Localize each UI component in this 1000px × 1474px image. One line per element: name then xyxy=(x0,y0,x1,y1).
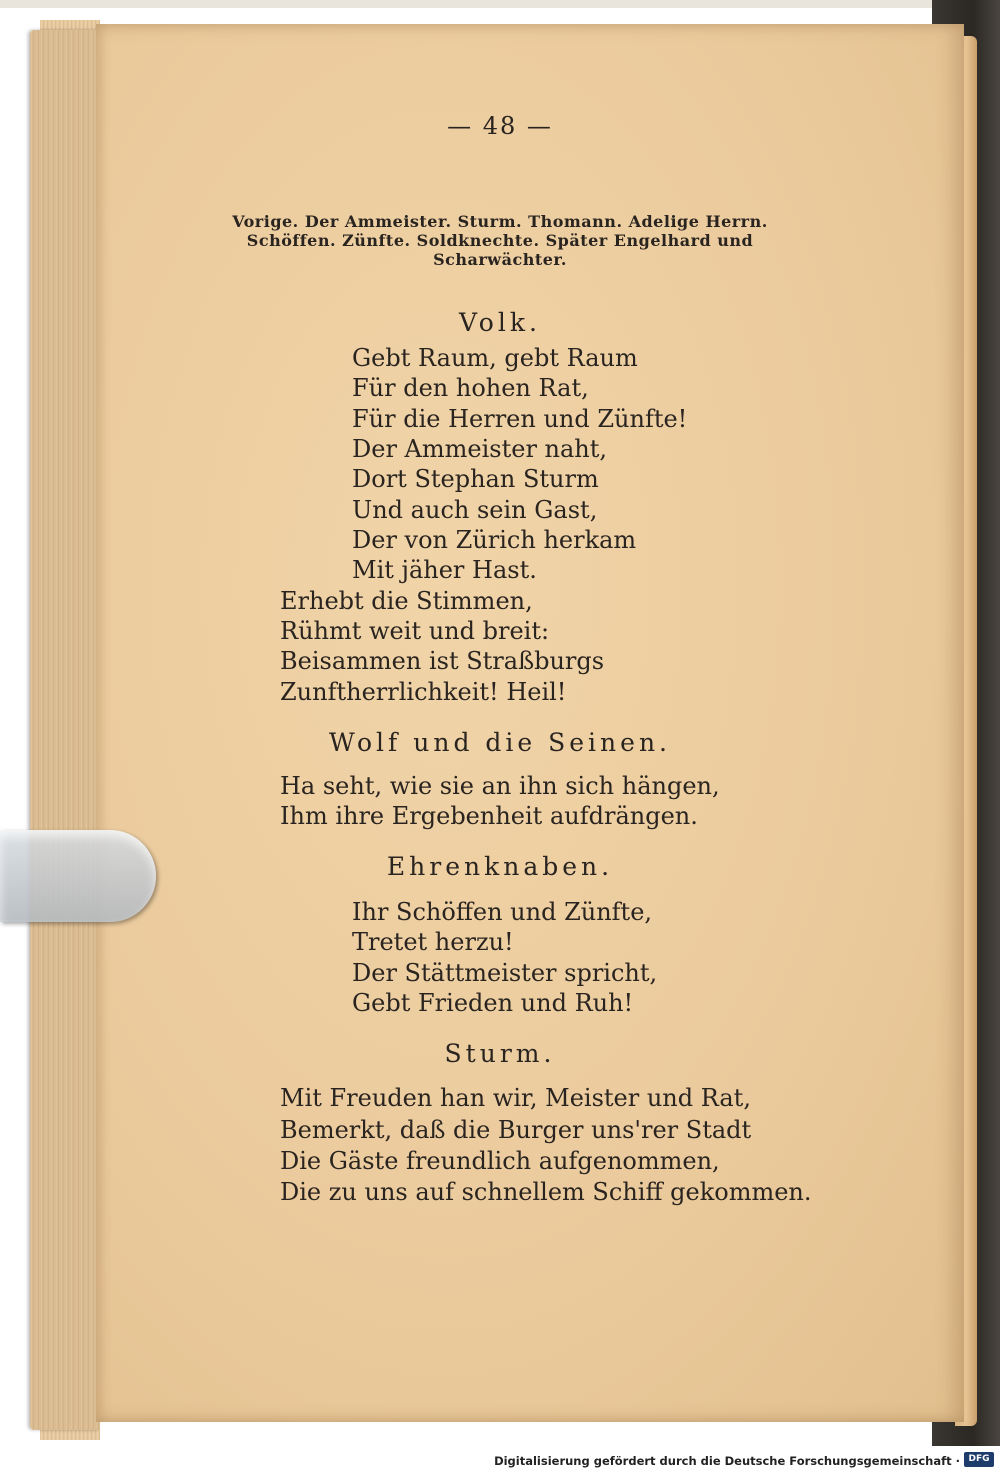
page-holder-clip xyxy=(0,830,156,922)
ehrenknaben-line: Ihr Schöffen und Zünfte, xyxy=(352,898,653,926)
volk-line: Mit jäher Hast. xyxy=(352,556,537,584)
volk-line: Für den hohen Rat, xyxy=(352,374,589,402)
volk-line: Zunftherrlichkeit! Heil! xyxy=(280,678,567,706)
volk-line: Der von Zürich herkam xyxy=(352,526,637,554)
footer-bar xyxy=(0,1446,1000,1474)
stage-direction-line-2: Schöffen. Zünfte. Soldknechte. Später Engelhard und xyxy=(246,231,754,250)
speaker-sturm: Sturm. xyxy=(444,1039,556,1068)
wolf-line: Ha seht, wie sie an ihn sich hängen, xyxy=(280,772,720,800)
wolf-line: Ihm ihre Ergebenheit aufdrängen. xyxy=(280,802,698,830)
speaker-volk: Volk. xyxy=(459,308,541,337)
stage-direction-line-3: Scharwächter. xyxy=(433,250,567,269)
sturm-line: Mit Freuden han wir, Meister und Rat, xyxy=(280,1084,751,1112)
volk-line: Dort Stephan Sturm xyxy=(352,465,599,493)
volk-line: Für die Herren und Zünfte! xyxy=(352,405,688,433)
speaker-wolf: Wolf und die Seinen. xyxy=(329,728,671,757)
ehrenknaben-line: Der Stättmeister spricht, xyxy=(352,959,658,987)
sturm-line: Die Gäste freundlich aufgenommen, xyxy=(280,1147,720,1175)
funding-notice: Digitalisierung gefördert durch die Deutsche Forschungsgemeinschaft · xyxy=(494,1454,960,1468)
scanner-top-edge xyxy=(0,0,1000,8)
volk-line: Beisammen ist Straßburgs xyxy=(280,647,605,675)
volk-line: Rühmt weit und breit: xyxy=(280,617,550,645)
volk-line: Erhebt die Stimmen, xyxy=(280,587,533,615)
volk-line: Und auch sein Gast, xyxy=(352,496,598,524)
sturm-line: Bemerkt, daß die Burger uns'rer Stadt xyxy=(280,1116,752,1144)
page-number: — 48 — xyxy=(447,112,553,140)
sturm-line: Die zu uns auf schnellem Schiff gekommen. xyxy=(280,1178,812,1206)
ehrenknaben-line: Gebt Frieden und Ruh! xyxy=(352,989,634,1017)
ehrenknaben-line: Tretet herzu! xyxy=(352,928,514,956)
dfg-logo: DFG xyxy=(964,1452,994,1467)
stage-direction-line-1: Vorige. Der Ammeister. Sturm. Thomann. Adelige Herrn. xyxy=(232,212,768,231)
speaker-ehrenknaben: Ehrenknaben. xyxy=(386,852,614,881)
volk-line: Der Ammeister naht, xyxy=(352,435,608,463)
volk-line: Gebt Raum, gebt Raum xyxy=(352,344,638,372)
